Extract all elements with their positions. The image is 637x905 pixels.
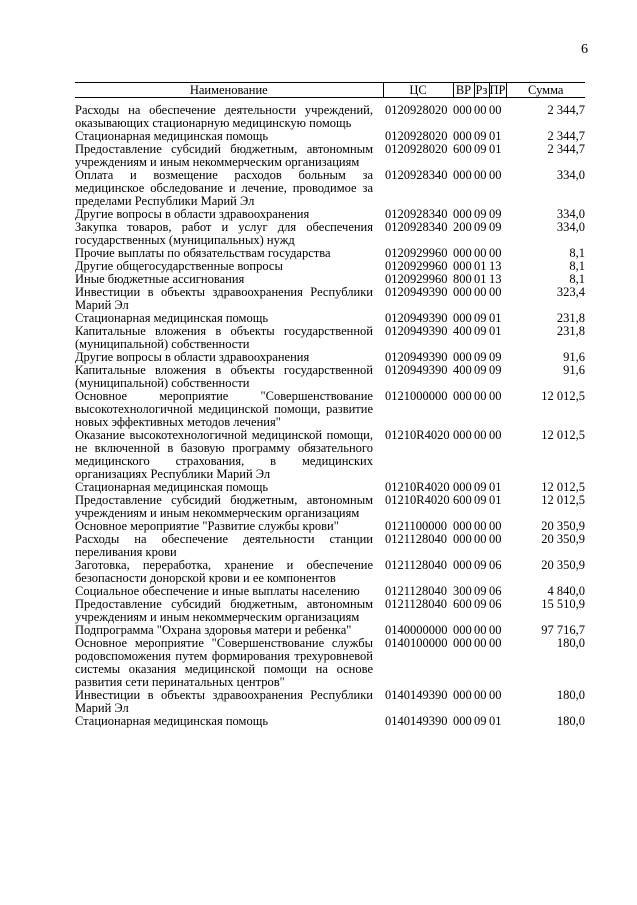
row-cs-code: 0120928340	[385, 207, 448, 221]
row-vr-code: 000	[453, 532, 472, 546]
row-name: Основное мероприятие "Развитие службы крови"	[75, 519, 339, 533]
row-sum: 12 012,5	[541, 480, 585, 494]
row-pr-code: 01	[489, 493, 502, 507]
row-pr-code: 00	[489, 623, 502, 637]
row-pr-code: 00	[489, 532, 502, 546]
table-row	[75, 715, 585, 728]
table-row	[75, 169, 585, 208]
row-name: Основное мероприятие "Совершенствование службы родовспоможения путем формирования трехуровневой системы оказания медицинской помощи на основе развития сети перинатальных центров"	[75, 636, 373, 689]
row-vr-code: 000	[453, 129, 472, 143]
row-cs-code: 0120928340	[385, 220, 448, 234]
row-rz-code: 09	[474, 350, 487, 364]
row-name: Предоставление субсидий бюджетным, автономным учреждениям и иным некоммерческим организациям	[75, 597, 373, 624]
table-row	[75, 325, 585, 351]
row-pr-code: 00	[489, 688, 502, 702]
row-cs-code: 0140000000	[385, 623, 448, 637]
row-sum: 12 012,5	[541, 428, 585, 442]
row-sum: 334,0	[556, 168, 585, 182]
row-vr-code: 000	[453, 168, 472, 182]
row-cs-code: 0120928020	[385, 129, 448, 143]
column-header-pr: ПР	[489, 83, 506, 97]
row-vr-code: 000	[453, 285, 472, 299]
row-sum: 334,0	[556, 207, 585, 221]
row-sum: 20 350,9	[541, 558, 585, 572]
row-pr-code: 00	[489, 389, 502, 403]
row-name: Оказание высокотехнологичной медицинской помощи, не включенной в базовую программу обязательного медицинского страхования, в медицинских организациях Республики Марий Эл	[75, 428, 373, 481]
row-cs-code: 0140149390	[385, 714, 448, 728]
page-number: 6	[581, 42, 588, 57]
row-cs-code: 01210R4020	[385, 428, 450, 442]
row-pr-code: 00	[489, 636, 502, 650]
column-header-rz: Рз	[475, 83, 488, 97]
row-vr-code: 600	[453, 493, 472, 507]
row-pr-code: 06	[489, 597, 502, 611]
row-vr-code: 000	[453, 259, 472, 273]
row-pr-code: 13	[489, 259, 502, 273]
row-name: Стационарная медицинская помощь	[75, 129, 269, 143]
row-rz-code: 09	[474, 714, 487, 728]
row-rz-code: 00	[474, 168, 487, 182]
row-sum: 180,0	[556, 714, 585, 728]
row-rz-code: 01	[474, 259, 487, 273]
row-name: Стационарная медицинская помощь	[75, 480, 269, 494]
table-row	[75, 364, 585, 390]
row-sum: 8,1	[569, 246, 585, 260]
row-cs-code: 01210R4020	[385, 493, 450, 507]
row-sum: 2 344,7	[547, 129, 585, 143]
column-header-cs: ЦС	[383, 83, 453, 98]
table-row	[75, 598, 585, 624]
row-vr-code: 000	[453, 636, 472, 650]
row-pr-code: 06	[489, 558, 502, 572]
row-cs-code: 0121128040	[385, 532, 448, 546]
row-cs-code: 0121000000	[385, 389, 448, 403]
row-name: Стационарная медицинская помощь	[75, 311, 269, 325]
table-row	[75, 559, 585, 585]
row-cs-code: 0121100000	[385, 519, 448, 533]
row-cs-code: 0120949390	[385, 285, 448, 299]
row-pr-code: 00	[489, 103, 502, 117]
table-header	[75, 83, 585, 98]
row-pr-code: 00	[489, 428, 502, 442]
row-rz-code: 00	[474, 428, 487, 442]
row-cs-code: 0120928020	[385, 142, 448, 156]
column-header-vr: ВР	[453, 83, 474, 98]
row-pr-code: 01	[489, 324, 502, 338]
row-rz-code: 09	[474, 363, 487, 377]
row-cs-code: 0120928340	[385, 168, 448, 182]
row-pr-code: 01	[489, 714, 502, 728]
row-name: Предоставление субсидий бюджетным, автономным учреждениям и иным некоммерческим организациям	[75, 493, 373, 520]
row-vr-code: 000	[453, 480, 472, 494]
row-sum: 2 344,7	[547, 103, 585, 117]
row-cs-code: 0120929960	[385, 246, 448, 260]
row-pr-code: 09	[489, 207, 502, 221]
row-vr-code: 000	[453, 389, 472, 403]
row-rz-code: 09	[474, 597, 487, 611]
row-sum: 20 350,9	[541, 519, 585, 533]
row-name: Капитальные вложения в объекты государственной (муниципальной) собственности	[75, 363, 373, 390]
row-name: Стационарная медицинская помощь	[75, 714, 269, 728]
row-rz-code: 00	[474, 623, 487, 637]
row-rz-code: 09	[474, 558, 487, 572]
row-vr-code: 000	[453, 428, 472, 442]
row-sum: 8,1	[569, 259, 585, 273]
row-sum: 180,0	[556, 688, 585, 702]
row-rz-code: 00	[474, 636, 487, 650]
row-vr-code: 000	[453, 207, 472, 221]
row-vr-code: 400	[453, 363, 472, 377]
row-pr-code: 00	[489, 285, 502, 299]
table-row	[75, 390, 585, 429]
row-rz-code: 00	[474, 532, 487, 546]
row-pr-code: 01	[489, 480, 502, 494]
table-body	[75, 98, 585, 729]
row-cs-code: 0120949390	[385, 324, 448, 338]
row-cs-code: 0120928020	[385, 103, 448, 117]
table-row	[75, 98, 585, 131]
row-vr-code: 000	[453, 623, 472, 637]
row-pr-code: 13	[489, 272, 502, 286]
table-row	[75, 429, 585, 481]
row-sum: 334,0	[556, 220, 585, 234]
row-sum: 180,0	[556, 636, 585, 650]
row-rz-code: 09	[474, 207, 487, 221]
row-rz-code: 00	[474, 285, 487, 299]
row-vr-code: 000	[453, 714, 472, 728]
row-rz-code: 00	[474, 389, 487, 403]
table-row	[75, 494, 585, 520]
row-name: Расходы на обеспечение деятельности учреждений, оказывающих стационарную медицинскую помощь	[75, 103, 373, 130]
row-rz-code: 09	[474, 220, 487, 234]
row-cs-code: 0120949390	[385, 311, 448, 325]
header-row	[75, 83, 585, 98]
row-rz-code: 00	[474, 103, 487, 117]
row-name: Предоставление субсидий бюджетным, автономным учреждениям и иным некоммерческим организациям	[75, 142, 373, 169]
row-vr-code: 000	[453, 103, 472, 117]
table-row	[75, 143, 585, 169]
row-rz-code: 00	[474, 688, 487, 702]
row-vr-code: 000	[453, 246, 472, 260]
row-vr-code: 000	[453, 688, 472, 702]
row-name: Другие вопросы в области здравоохранения	[75, 350, 310, 364]
row-cs-code: 0140149390	[385, 688, 448, 702]
table-row	[75, 221, 585, 247]
row-rz-code: 09	[474, 129, 487, 143]
row-rz-code: 09	[474, 480, 487, 494]
row-sum: 231,8	[556, 324, 585, 338]
row-rz-code: 09	[474, 493, 487, 507]
row-name: Расходы на обеспечение деятельности станции переливания крови	[75, 532, 373, 559]
row-cs-code: 0121128040	[385, 597, 448, 611]
row-pr-code: 09	[489, 350, 502, 364]
row-cs-code: 0140100000	[385, 636, 448, 650]
row-vr-code: 600	[453, 597, 472, 611]
row-sum: 2 344,7	[547, 142, 585, 156]
row-sum: 4 840,0	[547, 584, 585, 598]
row-cs-code: 0120929960	[385, 259, 448, 273]
row-cs-code: 0120949390	[385, 363, 448, 377]
row-sum: 20 350,9	[541, 532, 585, 546]
row-rz-code: 09	[474, 324, 487, 338]
table-row	[75, 533, 585, 559]
row-sum: 97 716,7	[541, 623, 585, 637]
row-pr-code: 00	[489, 246, 502, 260]
row-cs-code: 0121128040	[385, 558, 448, 572]
row-vr-code: 200	[453, 220, 472, 234]
row-sum: 323,4	[556, 285, 585, 299]
row-name: Иные бюджетные ассигнования	[75, 272, 245, 286]
row-cs-code: 0121128040	[385, 584, 448, 598]
row-name: Прочие выплаты по обязательствам государства	[75, 246, 331, 260]
row-pr-code: 01	[489, 311, 502, 325]
row-rz-code: 01	[474, 272, 487, 286]
row-name: Другие вопросы в области здравоохранения	[75, 207, 310, 221]
table-row	[75, 286, 585, 312]
column-header-name: Наименование	[75, 83, 383, 98]
row-name: Оплата и возмещение расходов больным за медицинское обследование и лечение, проводимое за пределами Республики Марий Эл	[75, 168, 373, 208]
row-vr-code: 000	[453, 519, 472, 533]
table-row	[75, 689, 585, 715]
row-sum: 12 012,5	[541, 389, 585, 403]
row-sum: 91,6	[563, 350, 585, 364]
row-vr-code: 800	[453, 272, 472, 286]
row-rz-code: 09	[474, 142, 487, 156]
row-name: Закупка товаров, работ и услуг для обеспечения государственных (муниципальных) нужд	[75, 220, 373, 247]
row-name: Инвестиции в объекты здравоохранения Республики Марий Эл	[75, 285, 373, 312]
row-vr-code: 000	[453, 311, 472, 325]
budget-table	[75, 82, 585, 728]
row-pr-code: 06	[489, 584, 502, 598]
row-pr-code: 09	[489, 363, 502, 377]
row-vr-code: 000	[453, 558, 472, 572]
row-sum: 91,6	[563, 363, 585, 377]
row-pr-code: 01	[489, 129, 502, 143]
table-row	[75, 637, 585, 689]
row-name: Капитальные вложения в объекты государственной (муниципальной) собственности	[75, 324, 373, 351]
row-rz-code: 09	[474, 584, 487, 598]
row-sum: 8,1	[569, 272, 585, 286]
row-name: Социальное обеспечение и иные выплаты населению	[75, 584, 360, 598]
row-pr-code: 00	[489, 168, 502, 182]
row-rz-code: 00	[474, 519, 487, 533]
row-pr-code: 09	[489, 220, 502, 234]
row-name: Основное мероприятие "Совершенствование высокотехнологичной медицинской помощи, развитие новых эффективных методов лечения"	[75, 389, 373, 429]
row-pr-code: 00	[489, 519, 502, 533]
row-vr-code: 600	[453, 142, 472, 156]
row-sum: 12 012,5	[541, 493, 585, 507]
row-vr-code: 300	[453, 584, 472, 598]
row-name: Подпрограмма "Охрана здоровья матери и ребенка"	[75, 623, 352, 637]
row-pr-code: 01	[489, 142, 502, 156]
row-vr-code: 000	[453, 350, 472, 364]
row-name: Заготовка, переработка, хранение и обеспечение безопасности донорской крови и ее компонентов	[75, 558, 373, 585]
row-vr-code: 400	[453, 324, 472, 338]
column-header-sum: Сумма	[506, 83, 585, 98]
row-cs-code: 0120949390	[385, 350, 448, 364]
row-sum: 231,8	[556, 311, 585, 325]
row-name: Инвестиции в объекты здравоохранения Республики Марий Эл	[75, 688, 373, 715]
row-cs-code: 0120929960	[385, 272, 448, 286]
row-cs-code: 01210R4020	[385, 480, 450, 494]
row-name: Другие общегосударственные вопросы	[75, 259, 283, 273]
row-sum: 15 510,9	[541, 597, 585, 611]
row-rz-code: 00	[474, 246, 487, 260]
row-rz-code: 09	[474, 311, 487, 325]
